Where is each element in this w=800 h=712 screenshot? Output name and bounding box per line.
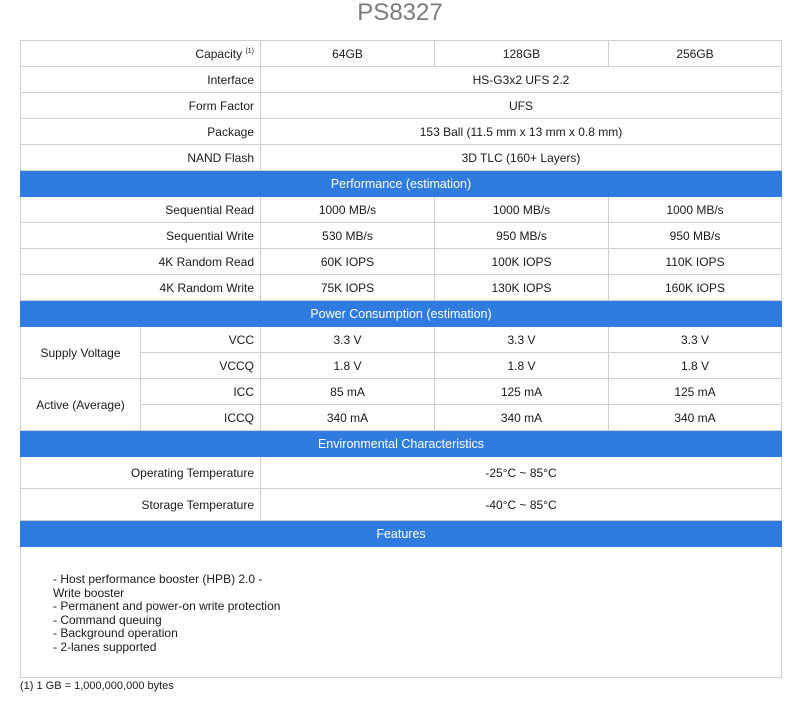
row-value: UFS xyxy=(261,93,782,119)
features-list xyxy=(53,573,293,655)
row-value: 950 MB/s xyxy=(435,223,609,249)
list-item: - Host performance booster (HPB) 2.0 - Write booster xyxy=(53,572,263,600)
footnote: (1) 1 GB = 1,000,000,000 bytes xyxy=(20,680,174,692)
group-label: Supply Voltage xyxy=(21,327,141,379)
row-value: 100K IOPS xyxy=(435,249,609,275)
capacity-value: 64GB xyxy=(261,41,435,67)
row-value: 340 mA xyxy=(435,405,609,431)
row-value: 1000 MB/s xyxy=(261,197,435,223)
row-label: Interface xyxy=(21,67,261,93)
row-value: 130K IOPS xyxy=(435,275,609,301)
row-label: VCC xyxy=(141,327,261,353)
row-label: VCCQ xyxy=(141,353,261,379)
table-row xyxy=(21,249,782,275)
list-item: - Command queuing xyxy=(53,612,162,627)
row-value: -25°C ~ 85°C xyxy=(261,457,782,489)
section-title: Performance (estimation) xyxy=(21,171,782,197)
features-section-header xyxy=(21,521,782,547)
row-label: Sequential Read xyxy=(21,197,261,223)
row-label: ICC xyxy=(141,379,261,405)
capacity-value: 128GB xyxy=(435,41,609,67)
row-label: Sequential Write xyxy=(21,223,261,249)
section-title: Features xyxy=(21,521,782,547)
environment-section-header xyxy=(21,431,782,457)
row-value: 3.3 V xyxy=(435,327,609,353)
row-label: Storage Temperature xyxy=(21,489,261,521)
list-item: - Background operation xyxy=(53,626,178,641)
capacity-label-cell xyxy=(21,41,261,67)
row-value: 1000 MB/s xyxy=(435,197,609,223)
row-value: 3.3 V xyxy=(261,327,435,353)
interface-row xyxy=(21,67,782,93)
table-row xyxy=(21,197,782,223)
table-row xyxy=(21,223,782,249)
row-value: 1.8 V xyxy=(435,353,609,379)
row-value: 153 Ball (11.5 mm x 13 mm x 0.8 mm) xyxy=(261,119,782,145)
package-row xyxy=(21,119,782,145)
row-label: ICCQ xyxy=(141,405,261,431)
table-row xyxy=(21,489,782,521)
row-value: 1000 MB/s xyxy=(609,197,782,223)
row-label: Package xyxy=(21,119,261,145)
row-value: 125 mA xyxy=(609,379,782,405)
capacity-label: Capacity xyxy=(195,46,243,61)
features-cell xyxy=(21,547,782,678)
form-factor-row xyxy=(21,93,782,119)
row-value: 340 mA xyxy=(609,405,782,431)
row-value: 530 MB/s xyxy=(261,223,435,249)
table-row xyxy=(21,457,782,489)
row-value: 3D TLC (160+ Layers) xyxy=(261,145,782,171)
row-label: 4K Random Read xyxy=(21,249,261,275)
row-value: -40°C ~ 85°C xyxy=(261,489,782,521)
row-value: 3.3 V xyxy=(609,327,782,353)
row-label: Operating Temperature xyxy=(21,457,261,489)
capacity-value: 256GB xyxy=(609,41,782,67)
nand-flash-row xyxy=(21,145,782,171)
row-value: 340 mA xyxy=(261,405,435,431)
row-label: 4K Random Write xyxy=(21,275,261,301)
row-value: 75K IOPS xyxy=(261,275,435,301)
section-title: Power Consumption (estimation) xyxy=(21,301,782,327)
capacity-row xyxy=(21,41,782,67)
performance-section-header xyxy=(21,171,782,197)
section-title: Environmental Characteristics xyxy=(21,431,782,457)
list-item: - 2-lanes supported xyxy=(53,639,157,654)
table-row xyxy=(21,327,782,353)
group-label: Active (Average) xyxy=(21,379,141,431)
table-row xyxy=(21,275,782,301)
power-section-header xyxy=(21,301,782,327)
row-value: 85 mA xyxy=(261,379,435,405)
spec-table xyxy=(20,40,782,678)
features-row xyxy=(21,547,782,678)
row-value: 110K IOPS xyxy=(609,249,782,275)
list-item: - Permanent and power-on write protection xyxy=(53,599,281,614)
row-label: NAND Flash xyxy=(21,145,261,171)
capacity-footnote-mark: (1) xyxy=(245,47,254,55)
row-value: 1.8 V xyxy=(261,353,435,379)
table-row xyxy=(21,379,782,405)
row-value: 60K IOPS xyxy=(261,249,435,275)
row-value: HS-G3x2 UFS 2.2 xyxy=(261,67,782,93)
page-title: PS8327 xyxy=(357,0,443,26)
row-label: Form Factor xyxy=(21,93,261,119)
row-value: 160K IOPS xyxy=(609,275,782,301)
row-value: 950 MB/s xyxy=(609,223,782,249)
row-value: 1.8 V xyxy=(609,353,782,379)
row-value: 125 mA xyxy=(435,379,609,405)
